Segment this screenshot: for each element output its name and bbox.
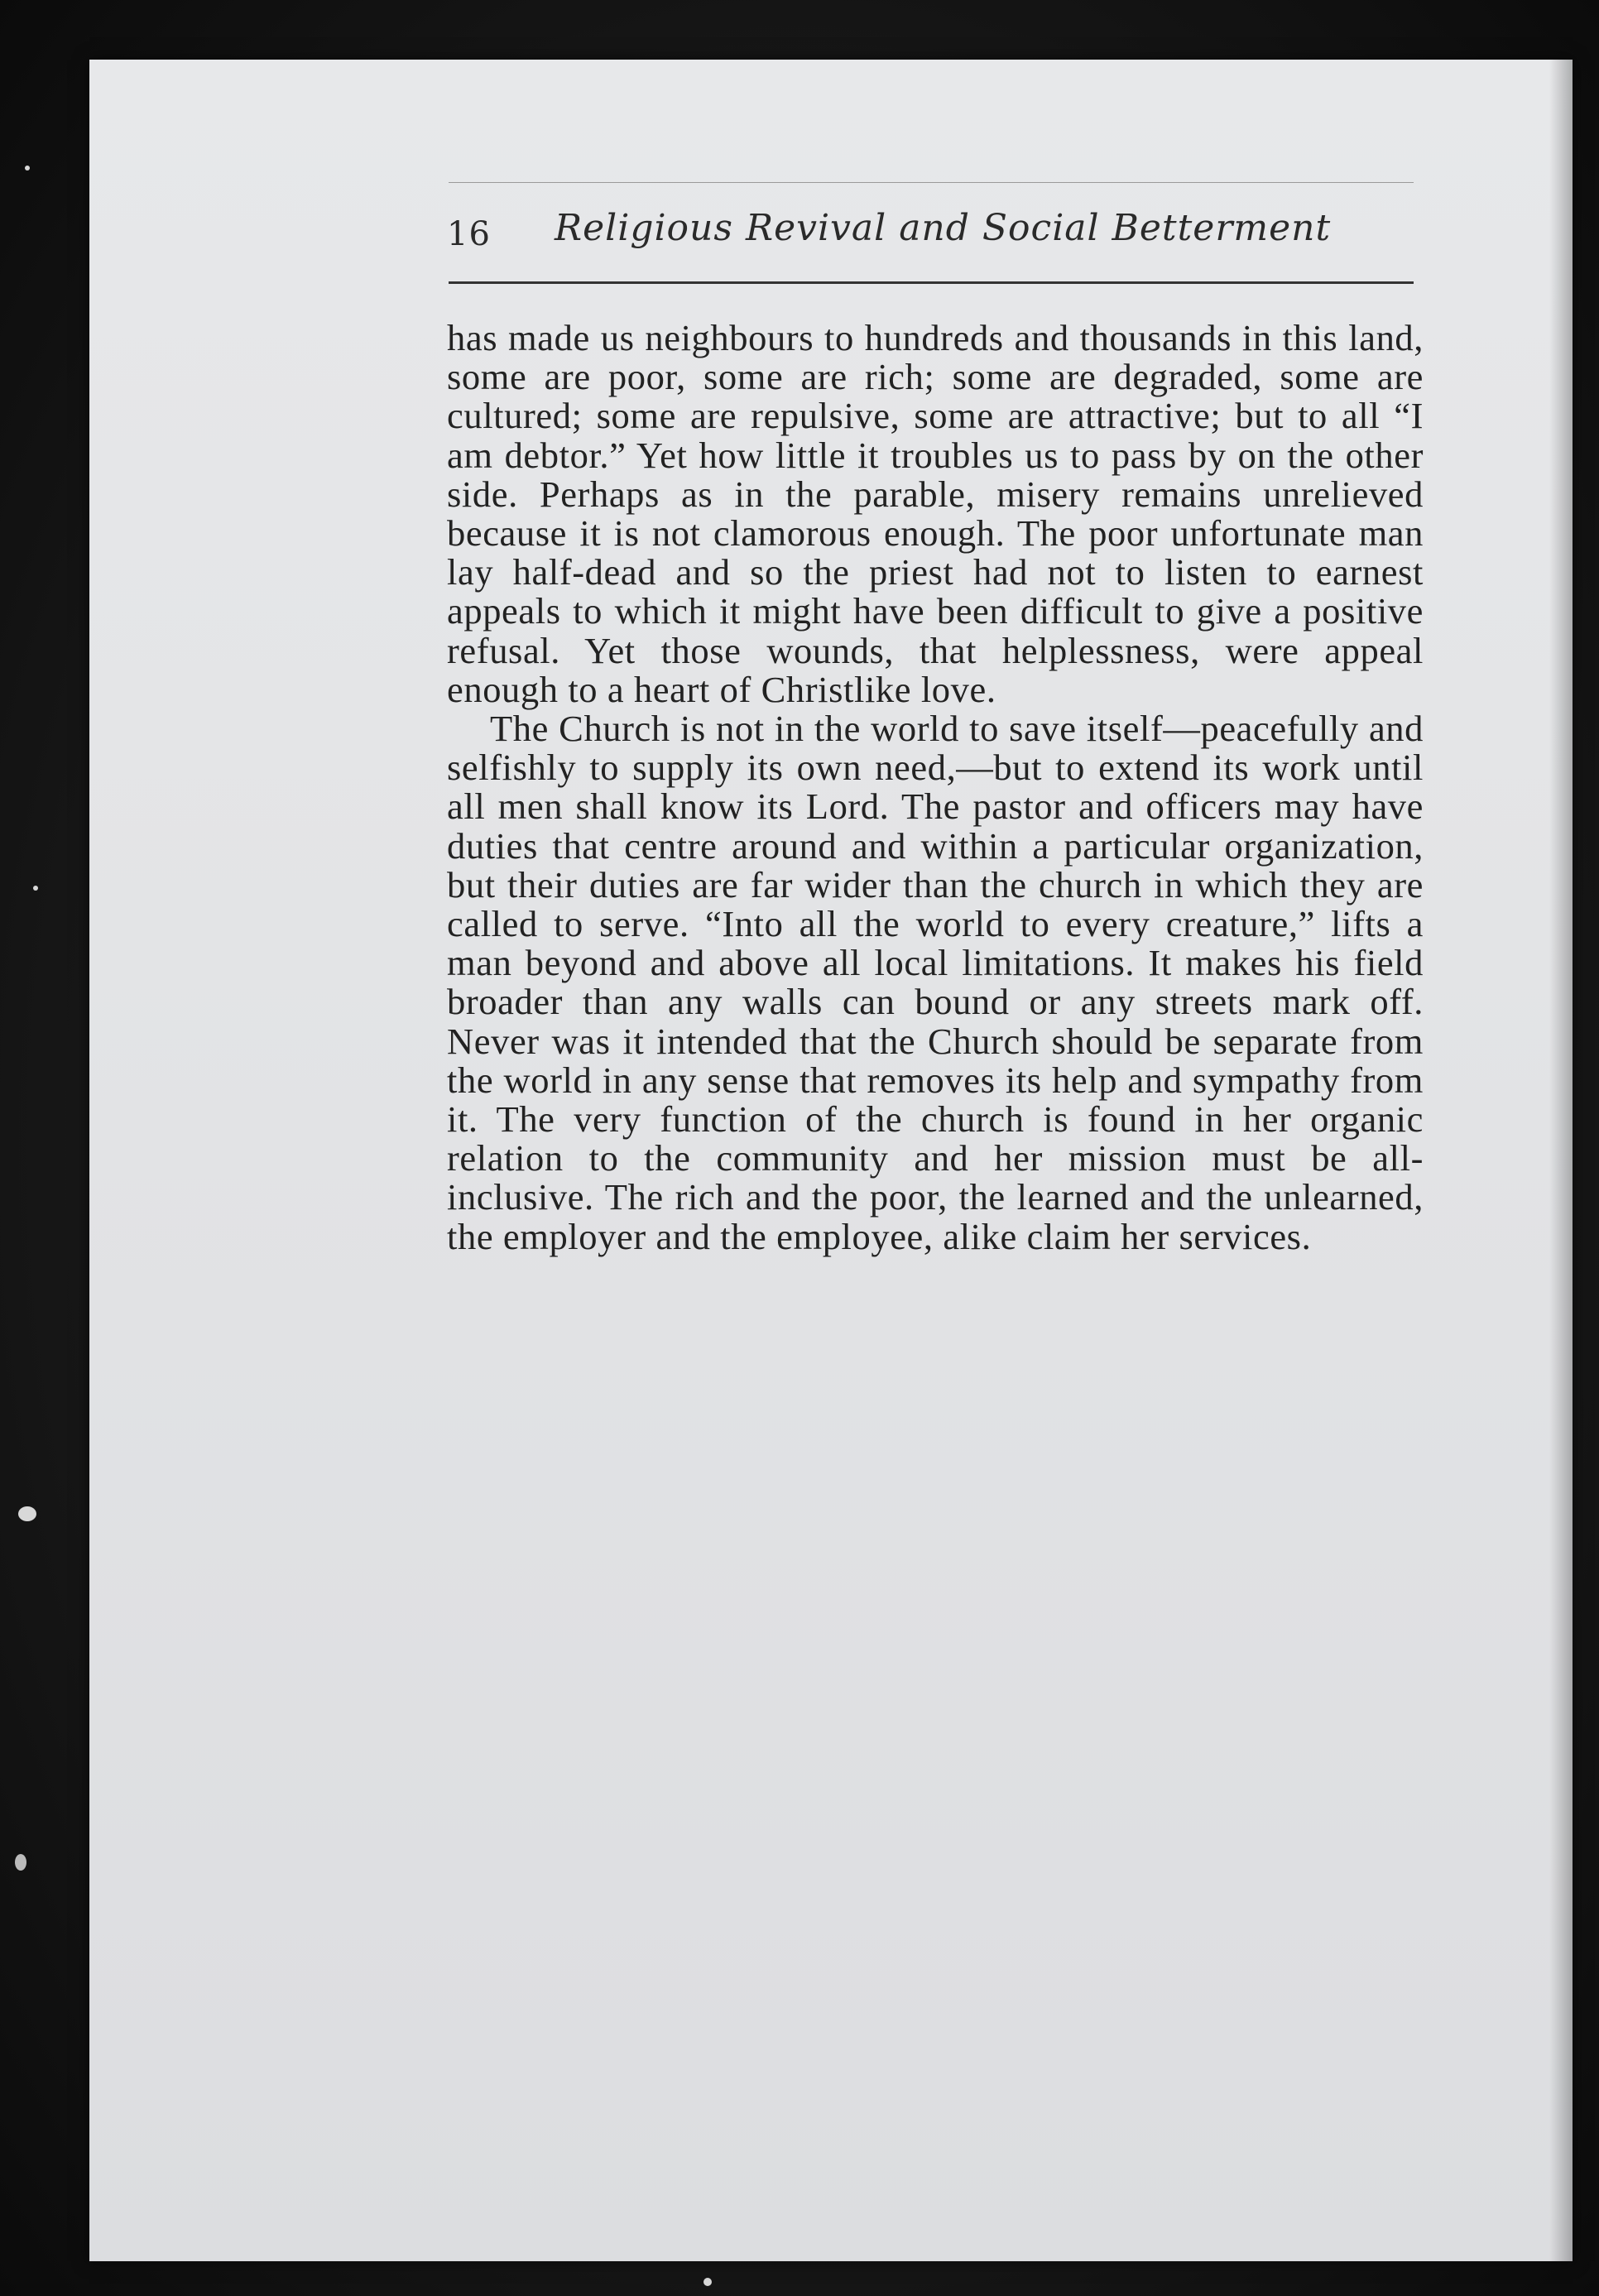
paragraph-continuation: has made us neighbours to hundreds and thousands in this land, some are poor, some are rich; some are degraded, some are cultured; some are repulsive, some are attractive; but to all “I am debtor.” Yet how little it troubles us to pass by on the other side. Perhaps as in the parable, misery remains unrelieved because it is not clamorous enough. The poor unfortunate man lay half-dead and so the priest had not to listen to earnest appeals to which it might have been difficult to give a positive refusal. Yet those wounds, that helplessness, were appeal enough to a heart of Christlike love. (447, 317, 1424, 710)
dust-speck (15, 1854, 26, 1871)
page-number: 16 (447, 215, 491, 253)
running-title: Religious Revival and Social Betterment (555, 207, 1332, 249)
header-rule-bottom (449, 281, 1414, 284)
paragraph: The Church is not in the world to save itself—peacefully and selfishly to supply its own need,—but to extend its work until all men shall know its Lord. The pastor and officers may have duties that centre around and within a particular organization, but their duties are far wider than the church in which they are called to serve. “Into all the world to every creature,” lifts a man beyond and above all local limitations. It makes his field broader than any walls can bound or any streets mark off. Never was it intended that the Church should be separate from the world in any sense that removes its help and sympathy from it. The very function of the church is found in her organic relation to the community and her mission must be all-inclusive. The rich and the poor, the learned and the unlearned, the employer and the employee, alike claim her services. (447, 708, 1424, 1257)
dust-speck (18, 1506, 36, 1521)
running-header (447, 207, 1415, 273)
page-edge-shadow (1549, 60, 1573, 2261)
dust-speck (25, 166, 30, 171)
dust-speck (703, 2278, 712, 2286)
header-rule-top (449, 182, 1414, 183)
dust-speck (33, 886, 38, 891)
body-text (447, 319, 1424, 1256)
